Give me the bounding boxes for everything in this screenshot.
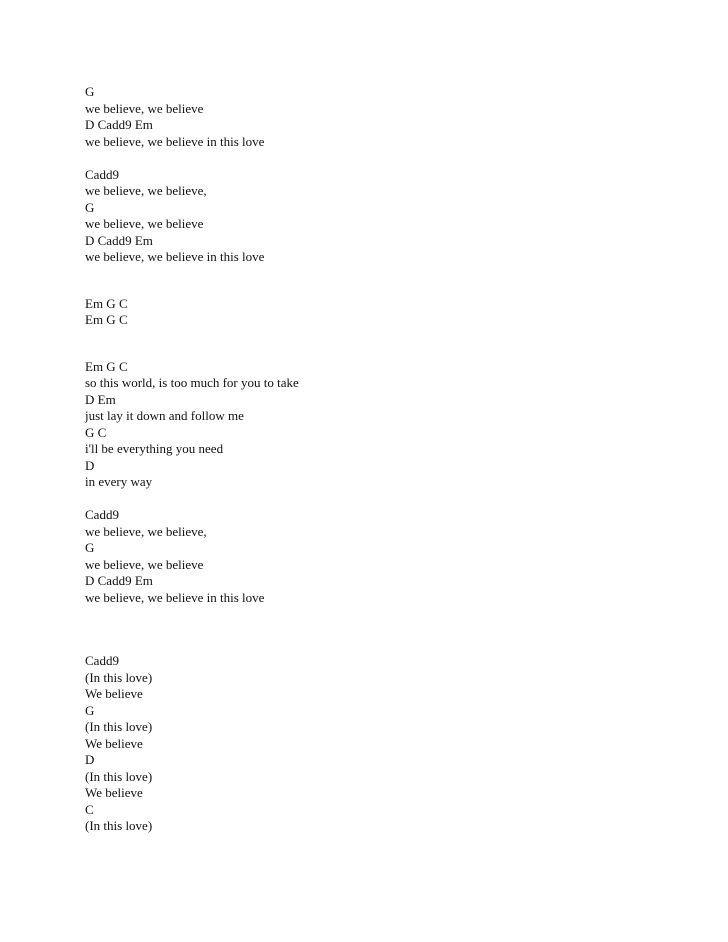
chord-line: D Cadd9 Em	[85, 232, 153, 248]
chord-line: Em G C	[85, 312, 128, 327]
chord-line: D	[85, 457, 95, 473]
lyric-line: we believe, we believe,	[85, 183, 207, 198]
chord-line: Cadd9	[85, 653, 119, 668]
section-3	[85, 296, 685, 329]
chord-line: G	[85, 702, 95, 718]
chord-line: C	[85, 801, 94, 817]
lyric-line: we believe, we believe	[85, 100, 204, 116]
chord-line: Em G C	[85, 358, 128, 374]
lyric-line: we believe, we believe in this love	[85, 133, 265, 149]
chord-line: D Em	[85, 391, 116, 407]
lyric-line: We believe	[85, 686, 143, 701]
lyric-line: we believe, we believe	[85, 216, 204, 231]
lyric-line: We believe	[85, 785, 143, 800]
section-gap	[85, 266, 685, 296]
chord-line: D Cadd9 Em	[85, 117, 153, 132]
section-2	[85, 167, 685, 266]
section-1	[85, 84, 685, 150]
lyric-line: (In this love)	[85, 818, 153, 833]
section-gap	[85, 329, 685, 359]
chord-line: G	[85, 84, 95, 99]
chord-sheet-text	[85, 84, 685, 835]
chord-line: Cadd9	[85, 166, 119, 182]
lyric-line: (In this love)	[85, 669, 153, 685]
lyric-line: (In this love)	[85, 719, 153, 734]
section-gap	[85, 150, 685, 167]
chord-line: G	[85, 540, 95, 555]
section-gap	[85, 606, 685, 653]
section-5	[85, 507, 685, 606]
section-gap	[85, 491, 685, 508]
lyric-line: we believe, we believe in this love	[85, 249, 265, 264]
chord-line: Cadd9	[85, 507, 119, 522]
chord-line: G	[85, 199, 95, 215]
lyric-line: (In this love)	[85, 768, 153, 784]
chord-line: G C	[85, 424, 107, 440]
chord-line: Em G C	[85, 295, 128, 311]
chord-line: D	[85, 752, 95, 767]
lyric-line: just lay it down and follow me	[85, 408, 244, 423]
lyric-line: we believe, we believe,	[85, 523, 207, 539]
section-4	[85, 359, 685, 491]
lyric-line: i'll be everything you need	[85, 441, 224, 456]
lyric-line: in every way	[85, 474, 153, 489]
lyric-line: we believe, we believe	[85, 556, 204, 572]
chord-line: D Cadd9 Em	[85, 573, 153, 588]
lyric-line: We believe	[85, 735, 143, 751]
lyric-line: so this world, is too much for you to take	[85, 375, 299, 390]
lyric-line: we believe, we believe in this love	[85, 589, 265, 605]
section-6	[85, 653, 685, 835]
